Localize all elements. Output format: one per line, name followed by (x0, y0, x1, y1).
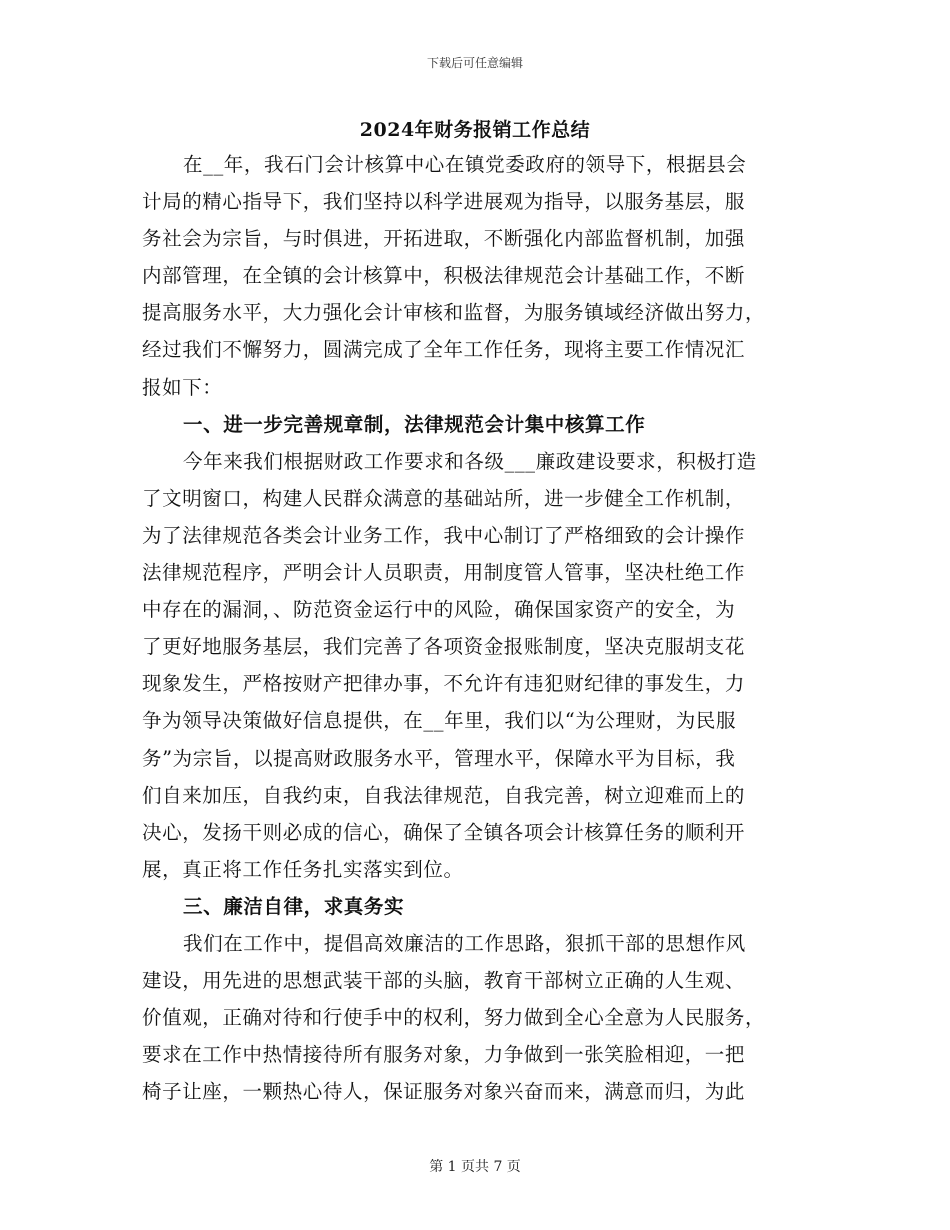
paragraph-line: 今年来我们根据财政工作要求和各级___廉政建设要求，积极打造 (183, 449, 757, 473)
document-title: 2024年财务报销工作总结 (359, 119, 591, 141)
paragraph-line: 报如下： (142, 375, 223, 399)
section-heading: 三、廉洁自律，求真务实 (183, 894, 405, 918)
paragraph-line: 了文明窗口，构建人民群众满意的基础站所，进一步健全工作机制， (142, 486, 746, 510)
paragraph-line: 决心，发扬干则必成的信心，确保了全镇各项会计核算任务的顺利开 (142, 820, 746, 844)
paragraph-line: 椅子让座，一颗热心待人，保证服务对象兴奋而来，满意而归，为此 (142, 1080, 746, 1104)
paragraph-line: 计局的精心指导下，我们坚持以科学进展观为指导，以服务基层，服 (142, 190, 746, 214)
section-heading: 一、进一步完善规章制，法律规范会计集中核算工作 (183, 412, 646, 436)
paragraph-line: 务社会为宗旨，与时俱进，开拓进取，不断强化内部监督机制，加强 (142, 227, 746, 251)
paragraph-line: 价值观，正确对待和行使手中的权利，努力做到全心全意为人民服务， (142, 1006, 766, 1030)
header-note: 下载后可任意编辑 (426, 56, 523, 70)
page-number: 第 1 页共 7 页 (429, 1159, 521, 1175)
document-body (142, 146, 810, 1110)
paragraph-line: 要求在工作中热情接待所有服务对象，力争做到一张笑脸相迎，一把 (142, 1043, 746, 1067)
paragraph-line: 建设，用先进的思想武装干部的头脑，教育干部树立正确的人生观、 (142, 969, 746, 993)
paragraph-line: 务”为宗旨，以提高财政服务水平，管理水平，保障水平为目标，我 (142, 746, 736, 770)
paragraph-line: 了更好地服务基层，我们完善了各项资金报账制度，坚决克服胡支花 (142, 635, 746, 659)
paragraph-line: 我们在工作中，提倡高效廉洁的工作思路，狠抓干部的思想作风 (183, 931, 746, 955)
paragraph-line: 经过我们不懈努力，圆满完成了全年工作任务，现将主要工作情况汇 (142, 338, 746, 362)
paragraph-line: 内部管理，在全镇的会计核算中，积极法律规范会计基础工作，不断 (142, 264, 746, 288)
paragraph-line: 提高服务水平，大力强化会计审核和监督，为服务镇域经济做出努力， (142, 301, 766, 325)
paragraph-line: 们自来加压，自我约束，自我法律规范，自我完善，树立迎难而上的 (142, 783, 746, 807)
paragraph-line: 展，真正将工作任务扎实落实到位。 (142, 857, 464, 881)
paragraph-line: 在__年，我石门会计核算中心在镇党委政府的领导下，根据县会 (183, 153, 747, 176)
paragraph-line: 争为领导决策做好信息提供，在__年里，我们以“为公理财，为民服 (142, 709, 737, 733)
paragraph-line: 为了法律规范各类会计业务工作，我中心制订了严格细致的会计操作 (142, 523, 746, 547)
paragraph-line: 中存在的漏洞，、防范资金运行中的风险，确保国家资产的安全，为 (142, 598, 736, 622)
paragraph-line: 现象发生，严格按财产把律办事，不允许有违犯财纪律的事发生，力 (142, 672, 746, 696)
paragraph-line: 法律规范程序，严明会计人员职责，用制度管人管事，坚决杜绝工作 (142, 561, 746, 585)
